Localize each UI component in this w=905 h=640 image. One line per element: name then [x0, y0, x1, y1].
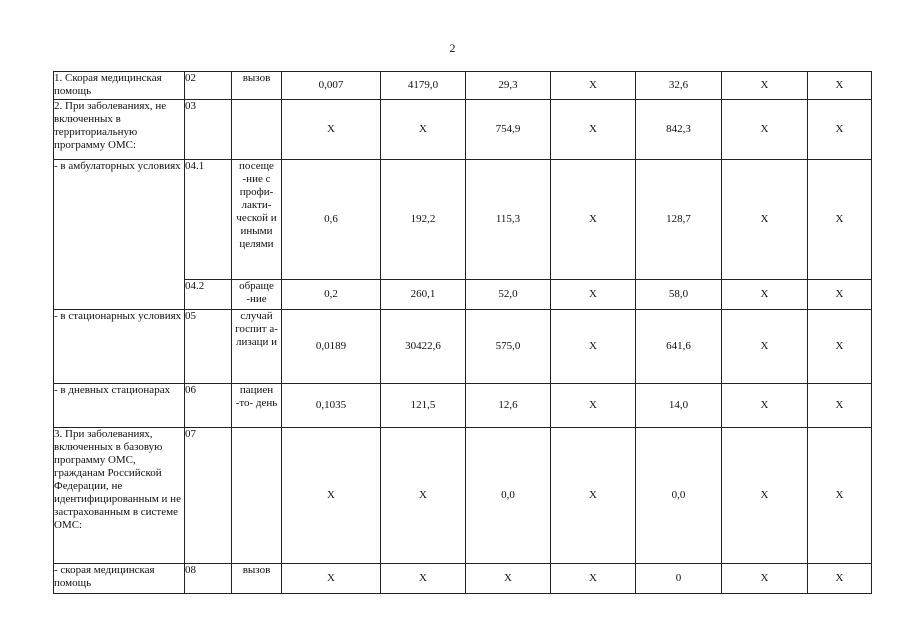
- table-row: [54, 160, 872, 280]
- value-cell: X: [808, 564, 872, 594]
- value-cell: X: [551, 310, 636, 384]
- row-unit: вызов: [232, 72, 282, 100]
- value-cell: X: [551, 100, 636, 160]
- value-cell: 115,3: [466, 160, 551, 280]
- value-cell: 0,0: [636, 428, 722, 564]
- row-unit: обраще -ние: [232, 280, 282, 310]
- value-cell: 0,6: [282, 160, 381, 280]
- value-cell: X: [551, 428, 636, 564]
- value-cell: X: [808, 310, 872, 384]
- row-unit: случай госпит а- лизаци и: [232, 310, 282, 384]
- value-cell: X: [282, 428, 381, 564]
- value-cell: 32,6: [636, 72, 722, 100]
- value-cell: X: [808, 280, 872, 310]
- value-cell: 29,3: [466, 72, 551, 100]
- row-code: 04.2: [185, 280, 232, 310]
- value-cell: 52,0: [466, 280, 551, 310]
- value-cell: X: [551, 280, 636, 310]
- value-cell: X: [722, 72, 808, 100]
- value-cell: 128,7: [636, 160, 722, 280]
- value-cell: 58,0: [636, 280, 722, 310]
- row-code: 07: [185, 428, 232, 564]
- row-code: 08: [185, 564, 232, 594]
- value-cell: X: [722, 100, 808, 160]
- value-cell: X: [722, 428, 808, 564]
- value-cell: 842,3: [636, 100, 722, 160]
- value-cell: 0,0189: [282, 310, 381, 384]
- value-cell: X: [282, 100, 381, 160]
- value-cell: 4179,0: [381, 72, 466, 100]
- value-cell: X: [466, 564, 551, 594]
- value-cell: X: [551, 160, 636, 280]
- row-unit: пациен -то- день: [232, 384, 282, 428]
- value-cell: X: [808, 160, 872, 280]
- row-unit: [232, 100, 282, 160]
- row-unit: [232, 428, 282, 564]
- row-name: - в дневных стационарах: [54, 384, 185, 428]
- table-row: [54, 100, 872, 160]
- value-cell: X: [808, 100, 872, 160]
- value-cell: X: [808, 72, 872, 100]
- value-cell: X: [808, 384, 872, 428]
- value-cell: X: [381, 100, 466, 160]
- row-code: 02: [185, 72, 232, 100]
- value-cell: X: [551, 564, 636, 594]
- value-cell: 754,9: [466, 100, 551, 160]
- row-name: 2. При заболеваниях, не включенных в территориальную программу ОМС:: [54, 100, 185, 160]
- row-code: 03: [185, 100, 232, 160]
- row-code: 05: [185, 310, 232, 384]
- value-cell: 641,6: [636, 310, 722, 384]
- value-cell: X: [722, 280, 808, 310]
- value-cell: X: [722, 564, 808, 594]
- table-row: [54, 72, 872, 100]
- value-cell: 260,1: [381, 280, 466, 310]
- value-cell: 14,0: [636, 384, 722, 428]
- row-unit: посеще -ние с профи- лакти- ческой и иными целями: [232, 160, 282, 280]
- value-cell: 0: [636, 564, 722, 594]
- value-cell: X: [722, 384, 808, 428]
- value-cell: 121,5: [381, 384, 466, 428]
- table-row: [54, 384, 872, 428]
- value-cell: X: [722, 160, 808, 280]
- value-cell: X: [551, 72, 636, 100]
- value-cell: 575,0: [466, 310, 551, 384]
- row-name: - скорая медицинская помощь: [54, 564, 185, 594]
- value-cell: 0,2: [282, 280, 381, 310]
- table-row: [54, 310, 872, 384]
- row-name: 3. При заболеваниях, включенных в базовую программу ОМС, гражданам Российской Федерации, не идентифицированным и не застрахованным в системе ОМС:: [54, 428, 185, 564]
- table-row: [54, 564, 872, 594]
- value-cell: X: [381, 564, 466, 594]
- value-cell: 0,007: [282, 72, 381, 100]
- value-cell: X: [551, 384, 636, 428]
- value-cell: X: [282, 564, 381, 594]
- value-cell: 0,0: [466, 428, 551, 564]
- row-name: - в амбулаторных условиях: [54, 160, 185, 310]
- value-cell: 0,1035: [282, 384, 381, 428]
- row-code: 04.1: [185, 160, 232, 280]
- row-name: 1. Скорая медицинская помощь: [54, 72, 185, 100]
- table-row: [54, 428, 872, 564]
- row-code: 06: [185, 384, 232, 428]
- value-cell: X: [808, 428, 872, 564]
- value-cell: X: [381, 428, 466, 564]
- page-number: 2: [449, 41, 456, 55]
- row-unit: вызов: [232, 564, 282, 594]
- value-cell: 12,6: [466, 384, 551, 428]
- value-cell: 30422,6: [381, 310, 466, 384]
- financing-table: [53, 71, 872, 594]
- value-cell: X: [722, 310, 808, 384]
- row-name: - в стационарных условиях: [54, 310, 185, 384]
- value-cell: 192,2: [381, 160, 466, 280]
